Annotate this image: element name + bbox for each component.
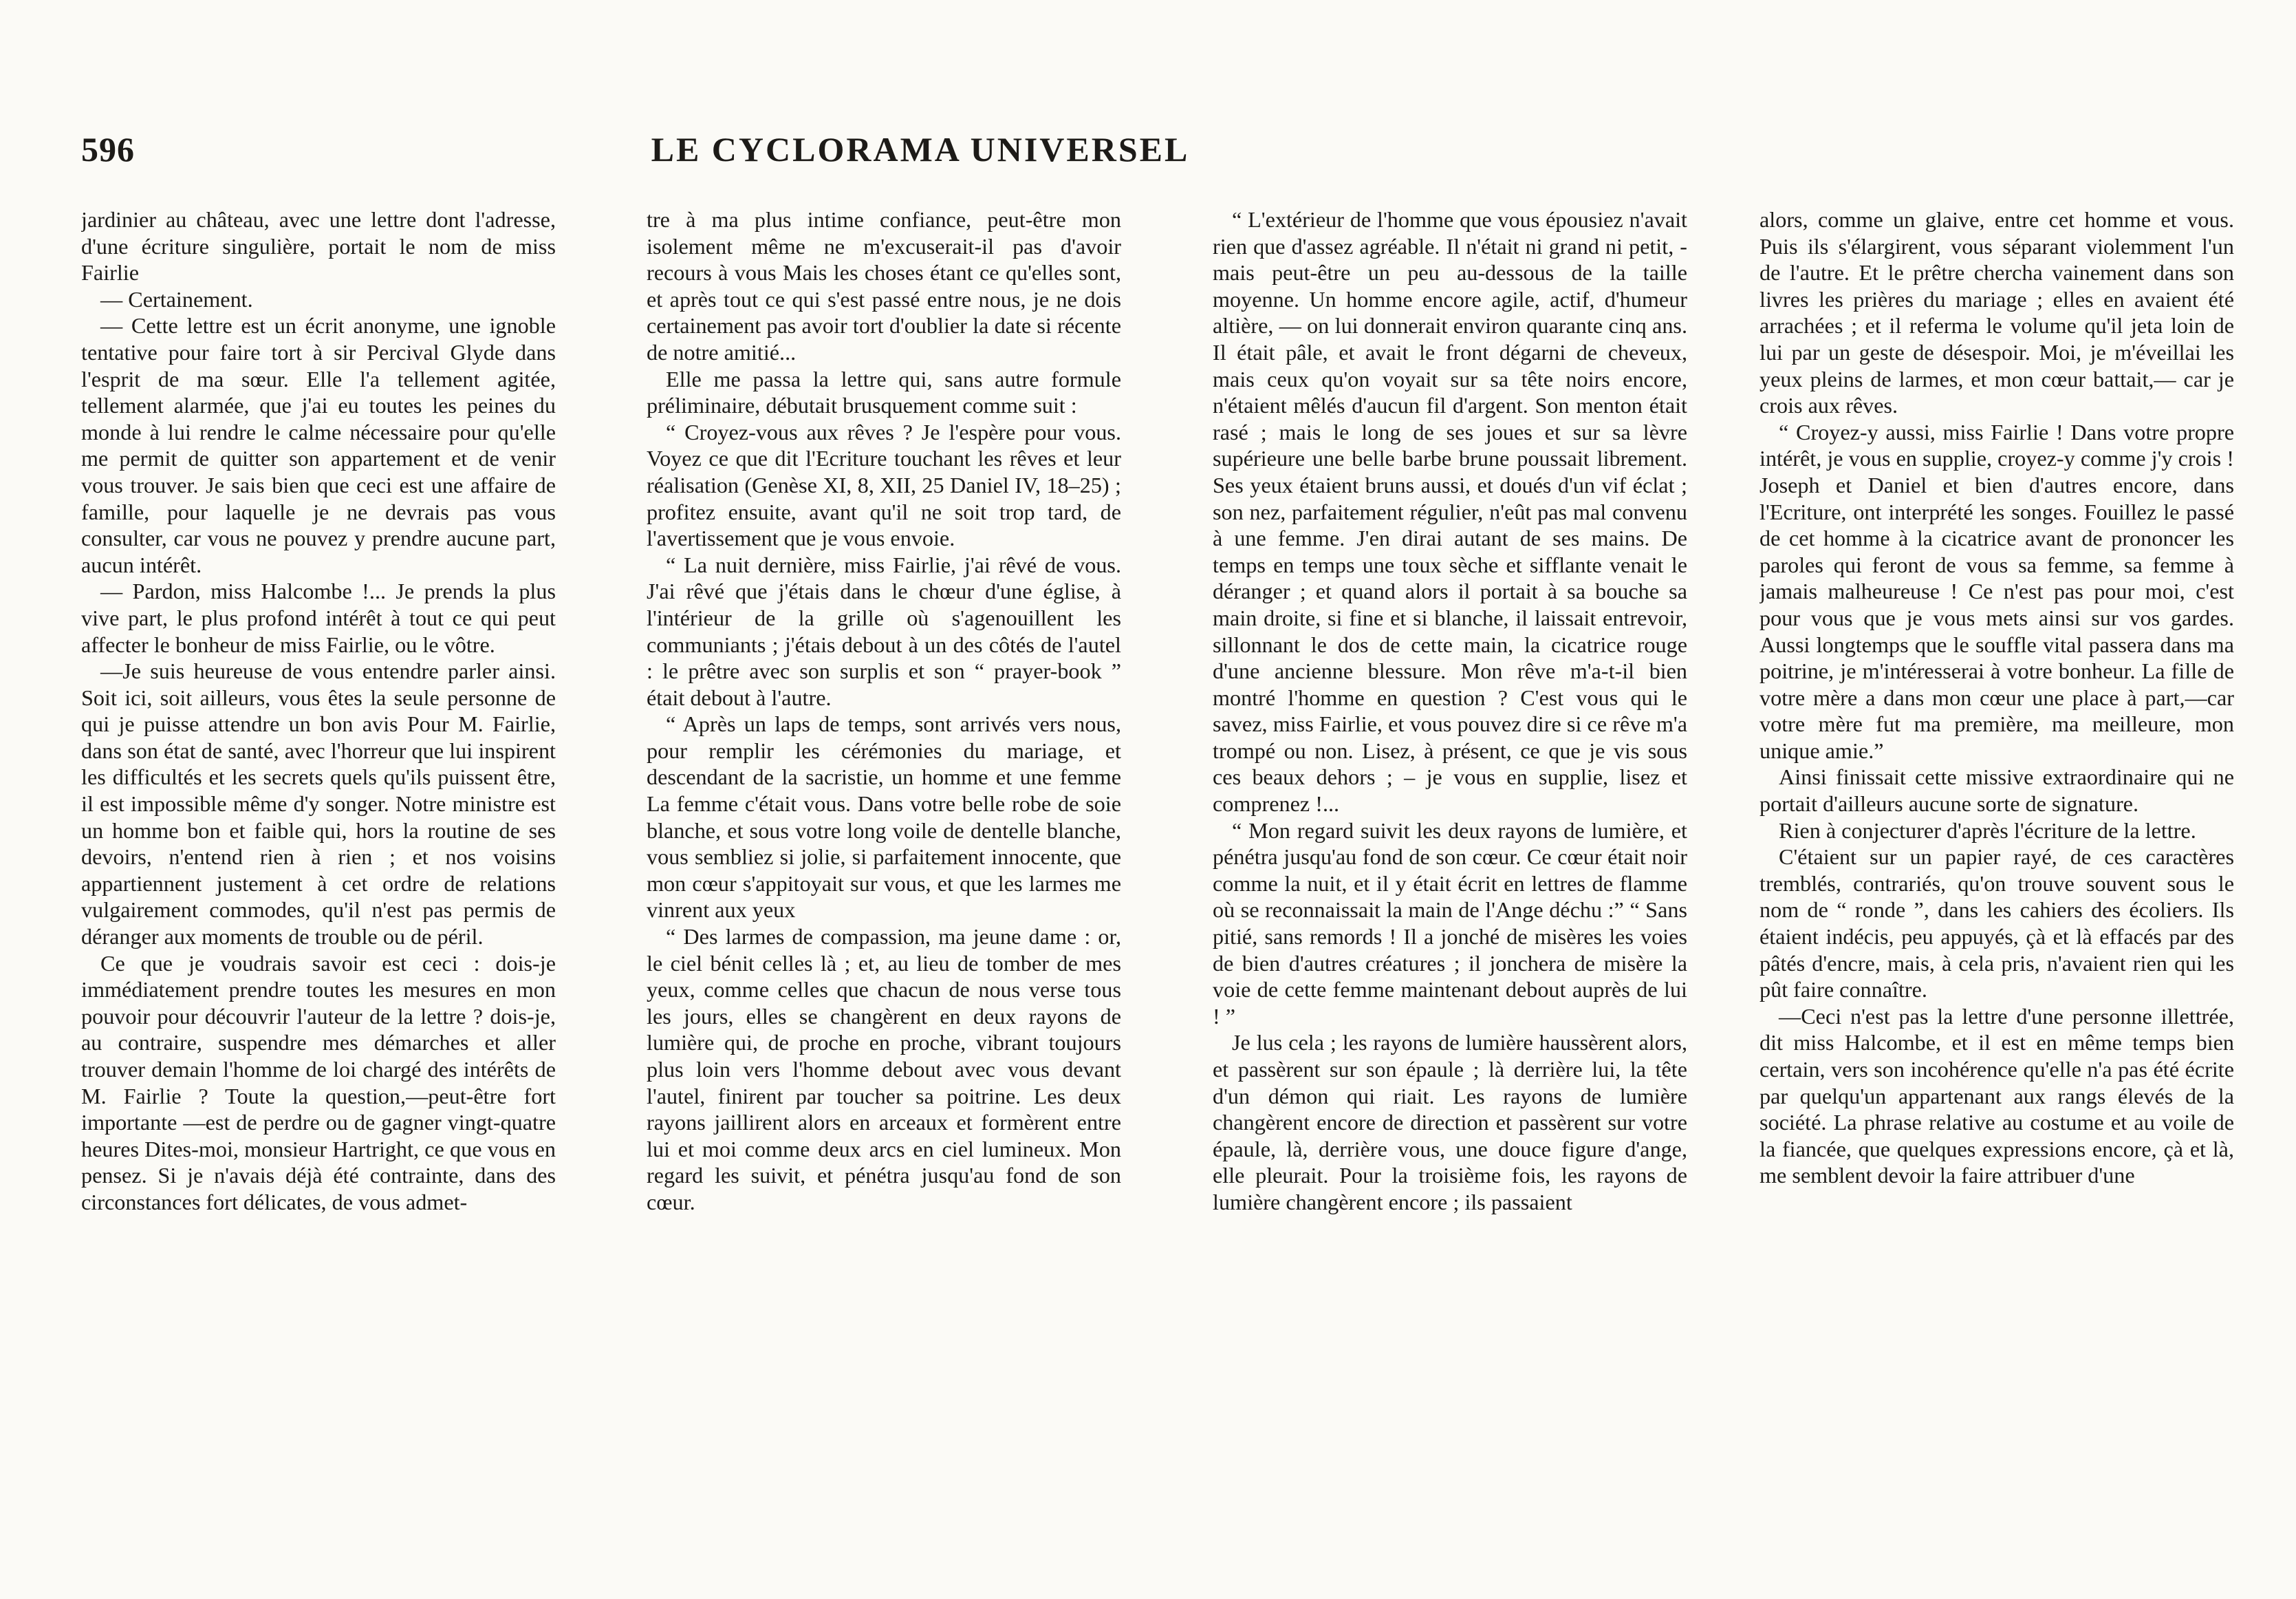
paragraph: Ainsi finissait cette missive extraordinaire qui ne portait d'ailleurs aucune sorte de signature. — [1759, 764, 2234, 817]
paragraph: alors, comme un glaive, entre cet homme et vous. Puis ils s'élargirent, vous séparant violemment l'un de l'autre. Et le prêtre chercha vainement dans son livres les prières du mariage ; elles en avaient été arrachées ; et il referma le volume qu'il jeta loin de lui par un geste de désespoir. Moi, je m'éveillai les yeux pleins de larmes, et mon cœur battait,— car je crois aux rêves. — [1759, 207, 2234, 418]
text-column-3 — [1213, 206, 1687, 1514]
text-column-2 — [647, 206, 1121, 1514]
paragraph: Je lus cela ; les rayons de lumière haussèrent alors, et passèrent sur son épaule ; là derrière lui, la tête d'un démon qui riait. Les rayons de lumière changèrent encore de direction et passèrent sur votre épaule, là, derrière vous, une douce figure d'ange, elle pleurait. Pour la troisième fois, les rayons de lumière changèrent encore ; ils passaient — [1213, 1030, 1687, 1214]
paragraph: — Certainement. — [100, 286, 253, 312]
paragraph: “ Croyez-y aussi, miss Fairlie ! Dans votre propre intérêt, je vous en supplie, croyez-y comme j'y crois ! Joseph et Daniel et bien d'autres encore, dans l'Ecriture, ont interprété les songes. Fouillez le passé de cet homme à la cicatrice avant de prononcer les paroles qui feront de vous sa femme, sa femme à jamais malheureuse ! Ce n'est pas pour moi, c'est pour vous que je vous mets ainsi sur vos gardes. Aussi longtemps que le souffle vital passera dans ma poitrine, je m'intéresserai à votre bonheur. La fille de votre mère a dans mon cœur une place à part,—car votre mère fut ma première, ma meilleure, mon unique amie.” — [1759, 419, 2234, 763]
page-number: 596 — [81, 130, 135, 169]
paragraph: Elle me passa la lettre qui, sans autre formule préliminaire, débutait brusquement comme suit : — [647, 366, 1121, 418]
paragraph: C'étaient sur un papier rayé, de ces caractères tremblés, contrariés, qu'on trouve souvent sous le nom de “ ronde ”, dans les cahiers des écoliers. Ils étaient indécis, peu appuyés, çà et là effacés par des pâtés d'encre, mais, à cela pris, n'avaient rien qui les pût faire connaître. — [1759, 844, 2234, 1002]
paragraph: “ Après un laps de temps, sont arrivés vers nous, pour remplir les cérémonies du mariage, et descendant de la sacristie, un homme et une femme La femme c'était vous. Dans votre belle robe de soie blanche, et sous votre long voile de dentelle blanche, vous sembliez si jolie, si parfaitement innocente, que mon cœur s'appitoyait sur vous, et que les larmes me vinrent aux yeux — [647, 711, 1121, 923]
paragraph: Rien à conjecturer d'après l'écriture de la lettre. — [1779, 817, 2196, 843]
article-body — [81, 206, 2248, 1514]
paragraph: — Pardon, miss Halcombe !... Je prends la plus vive part, le plus profond intérêt à tout ce qui peut affecter le bonheur de miss Fairlie, ou le vôtre. — [81, 579, 556, 657]
paragraph: “ Mon regard suivit les deux rayons de lumière, et pénétra jusqu'au fond de son cœur. Ce cœur était noir comme la nuit, et il y était écrit en lettres de flamme où se reconnaissait la main de l'Ange déchu :” “ Sans pitié, sans remords ! Il a jonché de misères les voies de bien d'autres créatures ; il jonchera de misère la voie de cette femme maintenant debout auprès de lui ! ” — [1213, 817, 1687, 1029]
page-header — [81, 129, 1560, 178]
journal-title: LE CYCLORAMA UNIVERSEL — [651, 130, 1190, 169]
text-column-1 — [81, 206, 556, 1514]
paragraph: —Je suis heureuse de vous entendre parler ainsi. Soit ici, soit ailleurs, vous êtes la seule personne de qui je puisse attendre un bon avis Pour M. Fairlie, dans son état de santé, avec l'horreur que lui inspirent les difficultés et les secrets quels qu'ils puissent être, il est impossible même d'y songer. Notre ministre est un homme bon et faible qui, hors la routine de ses devoirs, n'entend rien à rien ; et nos voisins appartiennent justement à cet ordre de relations vulgairement commodes, qu'il n'est pas permis de déranger aux moments de trouble ou de péril. — [81, 658, 556, 949]
paragraph: “ Des larmes de compassion, ma jeune dame : or, le ciel bénit celles là ; et, au lieu de tomber de mes yeux, comme celles que chacun de nous verse tous les jours, elles se changèrent en deux rayons de lumière qui, de proche en proche, vibrant toujours plus loin vers l'homme debout avec vous devant l'autel, finirent par toucher sa poitrine. Les deux rayons jaillirent alors en arceaux et formèrent entre lui et moi comme deux arcs en ciel lumineux. Mon regard les suivit, et pénétra jusqu'au fond de son cœur. — [647, 924, 1121, 1214]
paragraph: tre à ma plus intime confiance, peut-être mon isolement même ne m'excuserait-il pas d'avoir recours à vous Mais les choses étant ce qu'elles sont, et après tout ce qui s'est passé entre nous, je ne dois certainement pas avoir tort d'oublier la date si récente de notre amitié... — [647, 207, 1121, 365]
paragraph: —Ceci n'est pas la lettre d'une personne illettrée, dit miss Halcombe, et il est en même temps bien certain, vers son incohérence qu'elle n'a pas été écrite par quelqu'un appartenant aux rangs élevés de la société. La phrase relative au costume et au voile de la fiancée, que quelques expressions encore, çà et là, me semblent devoir la faire attribuer d'une — [1759, 1003, 2234, 1188]
paragraph: — Cette lettre est un écrit anonyme, une ignoble tentative pour faire tort à sir Percival Glyde dans l'esprit de ma sœur. Elle l'a tellement agitée, tellement alarmée, que j'ai eu toutes les peines du monde à lui rendre le calme nécessaire pour qu'elle me permit de quitter son appartement et de venir vous trouver. Je sais bien que ceci est une affaire de famille, pour laquelle je ne devrais pas vous consulter, car vous ne pouvez y prendre aucune part, aucun intérêt. — [81, 313, 556, 577]
paragraph: Ce que je voudrais savoir est ceci : dois-je immédiatement prendre toutes les mesures en mon pouvoir pour découvrir l'auteur de la lettre ? dois-je, au contraire, suspendre mes démarches et aller trouver demain l'homme de loi chargé des intérêts de M. Fairlie ? Toute la question,—peut-être fort importante —est de perdre ou de gagner vingt-quatre heures Dites-moi, monsieur Hartright, ce que vous en pensez. Si je n'avais déjà été contrainte, dans des circonstances fort délicates, de vous admet- — [81, 950, 556, 1214]
paragraph: “ La nuit dernière, miss Fairlie, j'ai rêvé de vous. J'ai rêvé que j'étais dans le chœur d'une église, à l'intérieur de la grille où s'agenouillent les communiants ; j'étais debout à un des côtés de l'autel : le prêtre avec son surplis et son “ prayer-book ” était debout à l'autre. — [647, 552, 1121, 710]
text-column-4 — [1759, 206, 2234, 1514]
paragraph: “ Croyez-vous aux rêves ? Je l'espère pour vous. Voyez ce que dit l'Ecriture touchant les rêves et leur réalisation (Genèse XI, 8, XII, 25 Daniel IV, 18–25) ; profitez ensuite, avant qu'il ne soit trop tard, de l'avertissement que je vous envoie. — [647, 419, 1121, 551]
paragraph: “ L'extérieur de l'homme que vous épousiez n'avait rien que d'assez agréable. Il n'était ni grand ni petit, - mais peut-être un peu au-dessous de la taille moyenne. Un homme encore agile, actif, d'humeur altière, — on lui donnerait environ quarante cinq ans. Il était pâle, et avait le front dégarni de cheveux, mais ceux qu'on voyait sur sa tête noirs encore, n'étaient mêlés d'aucun fil d'argent. Son menton était rasé ; mais le long de ses joues et sur sa lèvre supérieure une belle barbe brune poussait librement. Ses yeux étaient bruns aussi, et doués d'un vif éclat ; son nez, parfaitement régulier, n'eût pas mal convenu à une femme. J'en dirai autant de ses mains. De temps en temps une toux sèche et sifflante venait le déranger ; et quand alors il portait à sa bouche sa main droite, si fine et si blanche, il laissait entrevoir, sillonnant le dos de cette main, la cicatrice rouge d'une ancienne blessure. Mon rêve m'a-t-il bien montré l'homme en question ? C'est vous qui le savez, miss Fairlie, et vous pouvez dire si ce rêve m'a trompé ou non. Lisez, à présent, ce que je vis sous ces beaux dehors ; – je vous en supplie, lisez et comprenez !... — [1213, 207, 1687, 817]
paragraph: jardinier au château, avec une lettre dont l'adresse, d'une écriture singulière, portait le nom de miss Fairlie — [81, 207, 556, 286]
